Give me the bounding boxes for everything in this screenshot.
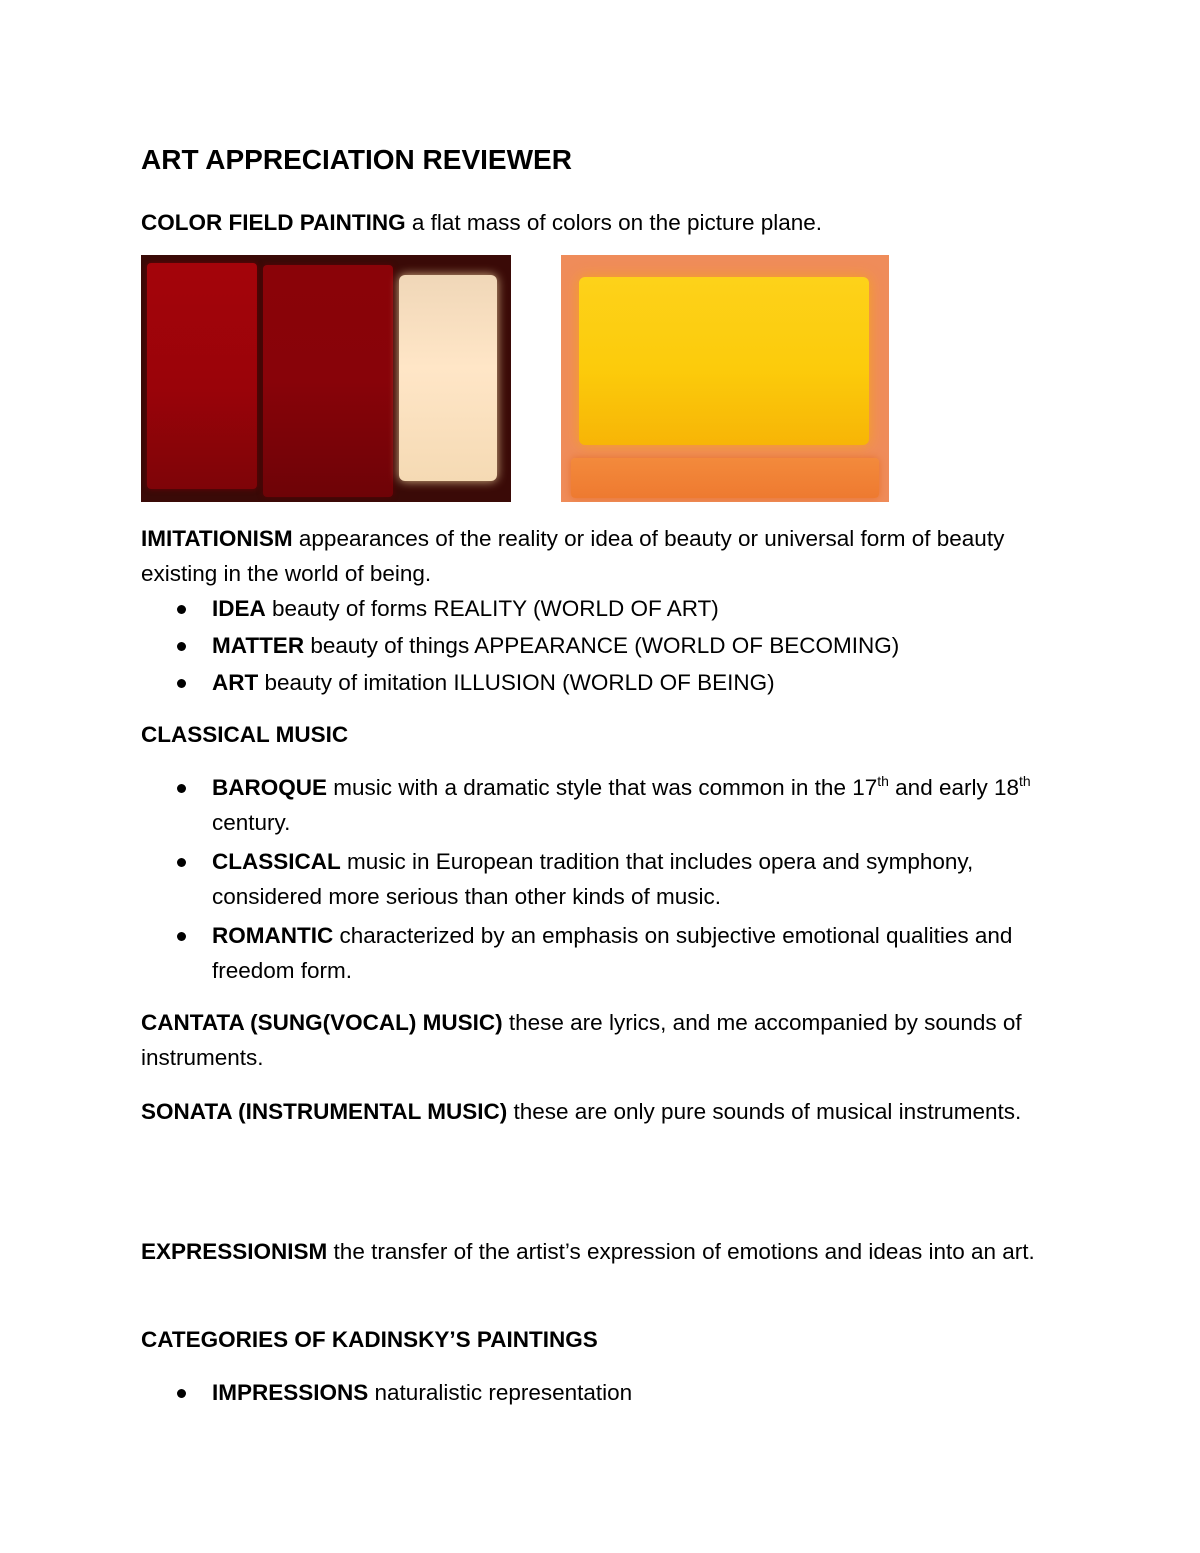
expressionism-definition: the transfer of the artist’s expression of emotions and ideas into an art.	[327, 1239, 1035, 1264]
imitationism-definition: appearances of the reality or idea of beauty or universal form of beauty existing in the world of being.	[141, 526, 1005, 586]
list-item-baroque	[141, 770, 1071, 840]
document-title: ART APPRECIATION REVIEWER	[141, 144, 572, 175]
classical-music-list	[141, 770, 1071, 988]
expressionism-term: EXPRESSIONISM	[141, 1239, 328, 1264]
list-item-text: century.	[212, 810, 291, 835]
expressionism-paragraph	[141, 1234, 1071, 1269]
list-item-term: ART	[212, 670, 259, 695]
color-field-paragraph	[141, 205, 1071, 240]
imitationism-list	[141, 591, 1071, 700]
orange-yellow-color-field-painting	[561, 255, 889, 502]
list-item-text: beauty of imitation ILLUSION (WORLD OF BEING)	[258, 670, 775, 695]
list-item-term: ROMANTIC	[212, 923, 334, 948]
classical-music-heading	[141, 717, 1071, 752]
red-block-left	[147, 263, 257, 489]
bullet-icon	[177, 679, 186, 688]
bullet-icon	[177, 1389, 186, 1398]
list-item-matter	[141, 628, 1071, 663]
list-item-term: IDEA	[212, 596, 266, 621]
kadinsky-list	[141, 1375, 1071, 1410]
list-item-text: beauty of forms REALITY (WORLD OF ART)	[265, 596, 719, 621]
classical-music-heading-text: CLASSICAL MUSIC	[141, 722, 349, 747]
list-item-romantic	[141, 918, 1071, 988]
sonata-term: SONATA (INSTRUMENTAL MUSIC)	[141, 1099, 508, 1124]
color-field-term: COLOR FIELD PAINTING	[141, 210, 406, 235]
superscript: th	[1019, 773, 1031, 789]
list-item-text: music in European tradition that includes opera and symphony, considered more serious than other kinds of music.	[212, 849, 974, 909]
list-item-text: characterized by an emphasis on subjective emotional qualities and freedom form.	[212, 923, 1013, 983]
list-item-text: beauty of things APPEARANCE (WORLD OF BECOMING)	[304, 633, 900, 658]
list-item-art	[141, 665, 1071, 700]
red-color-field-painting	[141, 255, 511, 502]
cantata-paragraph	[141, 1005, 1071, 1075]
color-field-definition: a flat mass of colors on the picture plane.	[405, 210, 823, 235]
list-item-term: IMPRESSIONS	[212, 1380, 369, 1405]
list-item-text: music with a dramatic style that was common in the 17	[327, 775, 878, 800]
orange-band	[571, 458, 879, 498]
imitationism-term: IMITATIONISM	[141, 526, 293, 551]
superscript: th	[877, 773, 889, 789]
sonata-paragraph	[141, 1094, 1071, 1129]
list-item-impressions	[141, 1375, 1071, 1410]
cream-block-right	[399, 275, 497, 481]
list-item-idea	[141, 591, 1071, 626]
bullet-icon	[177, 784, 186, 793]
list-item-classical	[141, 844, 1071, 914]
sonata-definition: these are only pure sounds of musical instruments.	[507, 1099, 1022, 1124]
bullet-icon	[177, 642, 186, 651]
list-item-text: and early 18	[888, 775, 1020, 800]
red-block-middle	[263, 265, 393, 497]
bullet-icon	[177, 932, 186, 941]
list-item-term: CLASSICAL	[212, 849, 341, 874]
imitationism-paragraph	[141, 521, 1071, 591]
kadinsky-heading-text: CATEGORIES OF KADINSKY’S PAINTINGS	[141, 1327, 598, 1352]
list-item-term: MATTER	[212, 633, 305, 658]
bullet-icon	[177, 605, 186, 614]
list-item-text: naturalistic representation	[368, 1380, 633, 1405]
yellow-block	[579, 277, 869, 445]
cantata-term: CANTATA (SUNG(VOCAL) MUSIC)	[141, 1010, 503, 1035]
bullet-icon	[177, 858, 186, 867]
cantata-definition: these are lyrics, and me accompanied by sounds of instruments.	[141, 1010, 1022, 1070]
kadinsky-heading	[141, 1322, 1071, 1357]
list-item-term: BAROQUE	[212, 775, 328, 800]
